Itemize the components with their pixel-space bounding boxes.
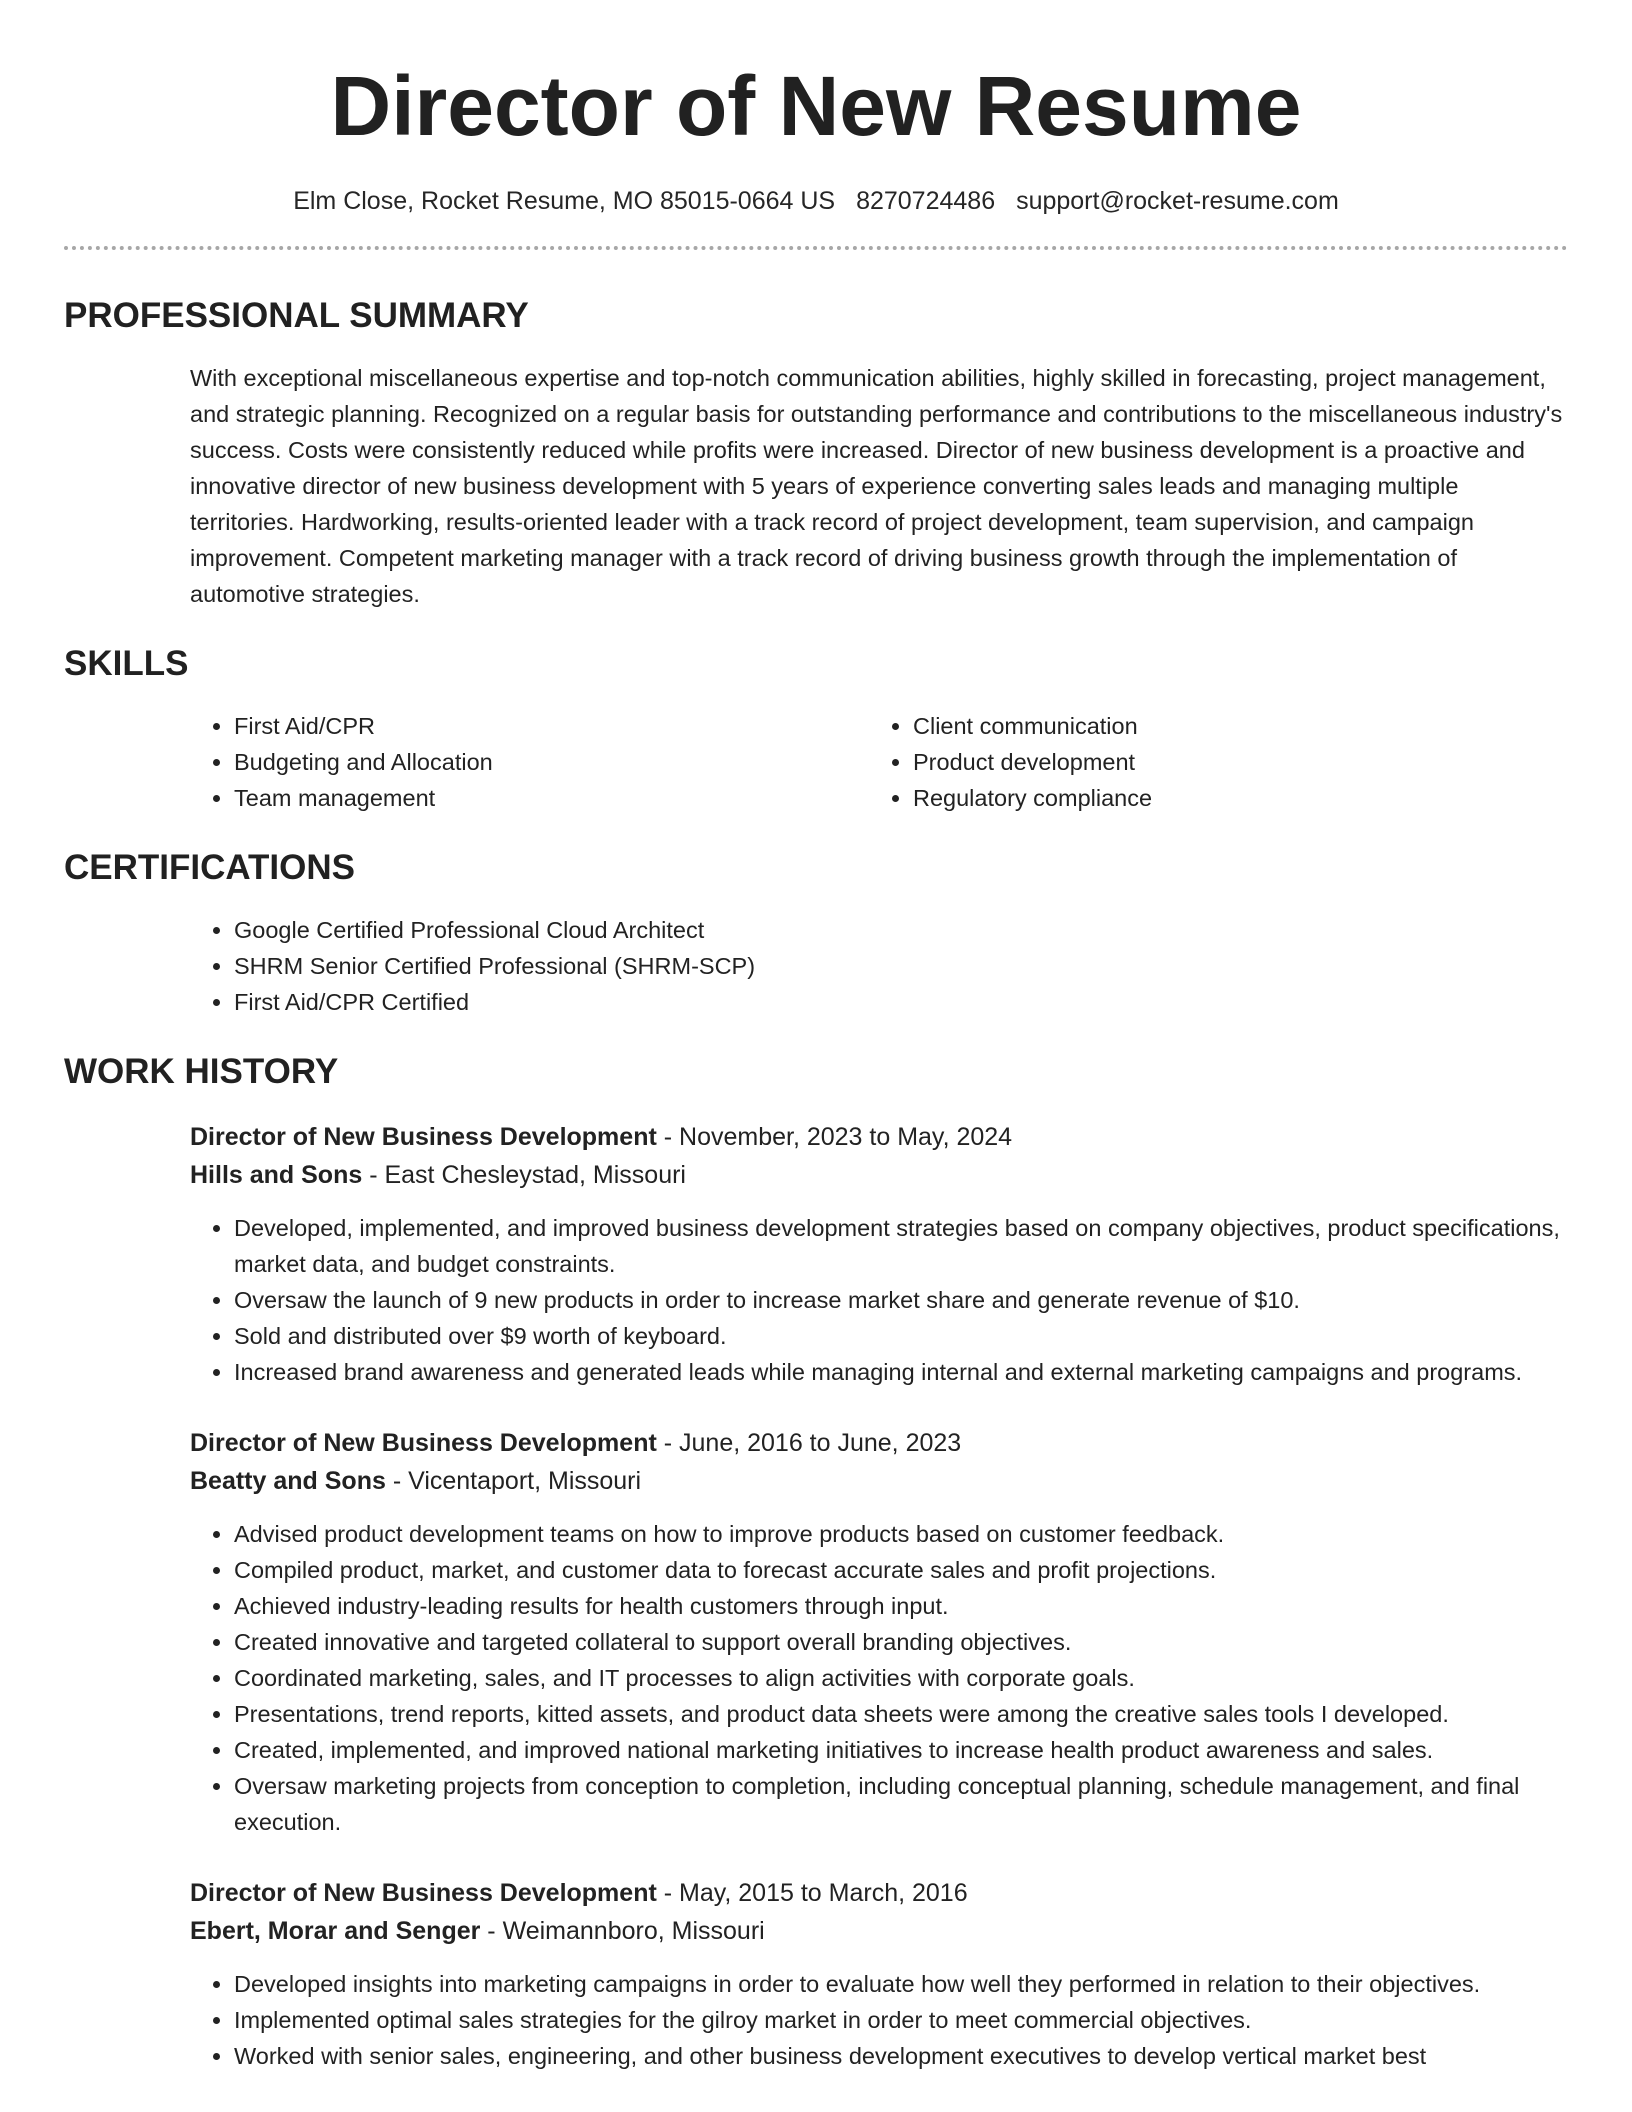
job-title-line	[190, 1118, 1568, 1156]
job-company-line	[190, 1462, 1568, 1500]
job-company: Hills and Sons	[190, 1161, 363, 1189]
resume-name: Director of New Resume	[330, 59, 1302, 153]
contact-address: Elm Close, Rocket Resume, MO 85015-0664 US	[293, 187, 836, 215]
work-history-heading: WORK HISTORY	[64, 1052, 339, 1091]
job-company-line	[190, 1156, 1568, 1194]
job-dates: - June, 2016 to June, 2023	[656, 1429, 962, 1457]
duty-item: • Oversaw marketing projects from conception to completion, including conceptual planning, schedule management, and final execution.	[234, 1768, 1568, 1840]
skill-item: • Budgeting and Allocation	[234, 744, 869, 780]
job-company: Beatty and Sons	[190, 1467, 386, 1495]
certifications-heading: CERTIFICATIONS	[64, 848, 356, 887]
duty-item: • Presentations, trend reports, kitted assets, and product data sheets were among the creative sales tools I developed.	[234, 1696, 1568, 1732]
skills-column-right	[869, 708, 1548, 816]
skill-item: • Client communication	[913, 708, 1548, 744]
skills-column-left	[190, 708, 869, 816]
duty-item: • Developed insights into marketing campaigns in order to evaluate how well they performed in relation to their objectives.	[234, 1966, 1568, 2002]
contact-phone: 8270724486	[856, 187, 996, 215]
certification-item: • Google Certified Professional Cloud Architect	[234, 912, 1568, 948]
duty-item: • Compiled product, market, and customer data to forecast accurate sales and profit projections.	[234, 1552, 1568, 1588]
job-title-line	[190, 1874, 1568, 1912]
duty-item: • Increased brand awareness and generated leads while managing internal and external marketing campaigns and programs.	[234, 1354, 1568, 1390]
job-duties	[190, 1966, 1568, 2074]
job-location: - East Chesleystad, Missouri	[362, 1161, 686, 1189]
duty-item: • Achieved industry-leading results for health customers through input.	[234, 1588, 1568, 1624]
duty-item: • Developed, implemented, and improved business development strategies based on company objectives, product specifications, market data, and budget constraints.	[234, 1210, 1568, 1282]
summary-text: With exceptional miscellaneous expertise and top-notch communication abilities, highly skilled in forecasting, project management, and strategic planning. Recognized on a regular basis for outstanding performance and contributions to the miscellaneous industry's success. Costs were consistently reduced while profits were increased. Director of new business development is a proactive and innovative director of new business development with 5 years of experience converting sales leads and managing multiple territories. Hardworking, results-oriented leader with a track record of project development, team supervision, and campaign improvement. Competent marketing manager with a track record of driving business growth through the implementation of automotive strategies.	[190, 365, 1563, 607]
summary-heading: PROFESSIONAL SUMMARY	[64, 296, 529, 335]
skill-item: • Team management	[234, 780, 869, 816]
job-location: - Vicentaport, Missouri	[385, 1467, 642, 1495]
certifications-list	[190, 912, 1568, 1020]
certification-item: • First Aid/CPR Certified	[234, 984, 1568, 1020]
certification-item: • SHRM Senior Certified Professional (SHRM-SCP)	[234, 948, 1568, 984]
skills-heading: SKILLS	[64, 644, 189, 683]
job-dates: - May, 2015 to March, 2016	[656, 1879, 968, 1907]
skill-item: • First Aid/CPR	[234, 708, 869, 744]
duty-item: • Advised product development teams on how to improve products based on customer feedback.	[234, 1516, 1568, 1552]
job-role: Director of New Business Development	[190, 1123, 657, 1151]
job-dates: - November, 2023 to May, 2024	[656, 1123, 1013, 1151]
job-duties	[190, 1210, 1568, 1390]
duty-item: • Worked with senior sales, engineering, and other business development executives to develop vertical market best	[234, 2038, 1568, 2074]
job-title-line	[190, 1424, 1568, 1462]
contact-email: support@rocket-resume.com	[1016, 187, 1339, 215]
header-divider	[64, 246, 1568, 250]
job-company: Ebert, Morar and Senger	[190, 1917, 481, 1945]
duty-item: • Created innovative and targeted collateral to support overall branding objectives.	[234, 1624, 1568, 1660]
job-entry-1	[190, 1118, 1568, 1390]
job-company-line	[190, 1912, 1568, 1950]
skill-item: • Product development	[913, 744, 1548, 780]
duty-item: • Coordinated marketing, sales, and IT processes to align activities with corporate goals.	[234, 1660, 1568, 1696]
job-duties	[190, 1516, 1568, 1840]
skills-grid	[190, 708, 1568, 816]
job-entry-3	[190, 1874, 1568, 2074]
job-location: - Weimannboro, Missouri	[480, 1917, 765, 1945]
job-role: Director of New Business Development	[190, 1429, 657, 1457]
job-entry-2	[190, 1424, 1568, 1840]
duty-item: • Implemented optimal sales strategies for the gilroy market in order to meet commercial objectives.	[234, 2002, 1568, 2038]
duty-item: • Oversaw the launch of 9 new products in order to increase market share and generate revenue of $10.	[234, 1282, 1568, 1318]
duty-item: • Created, implemented, and improved national marketing initiatives to increase health product awareness and sales.	[234, 1732, 1568, 1768]
skill-item: • Regulatory compliance	[913, 780, 1548, 816]
job-role: Director of New Business Development	[190, 1879, 657, 1907]
duty-item: • Sold and distributed over $9 worth of keyboard.	[234, 1318, 1568, 1354]
contact-line	[64, 184, 1568, 218]
